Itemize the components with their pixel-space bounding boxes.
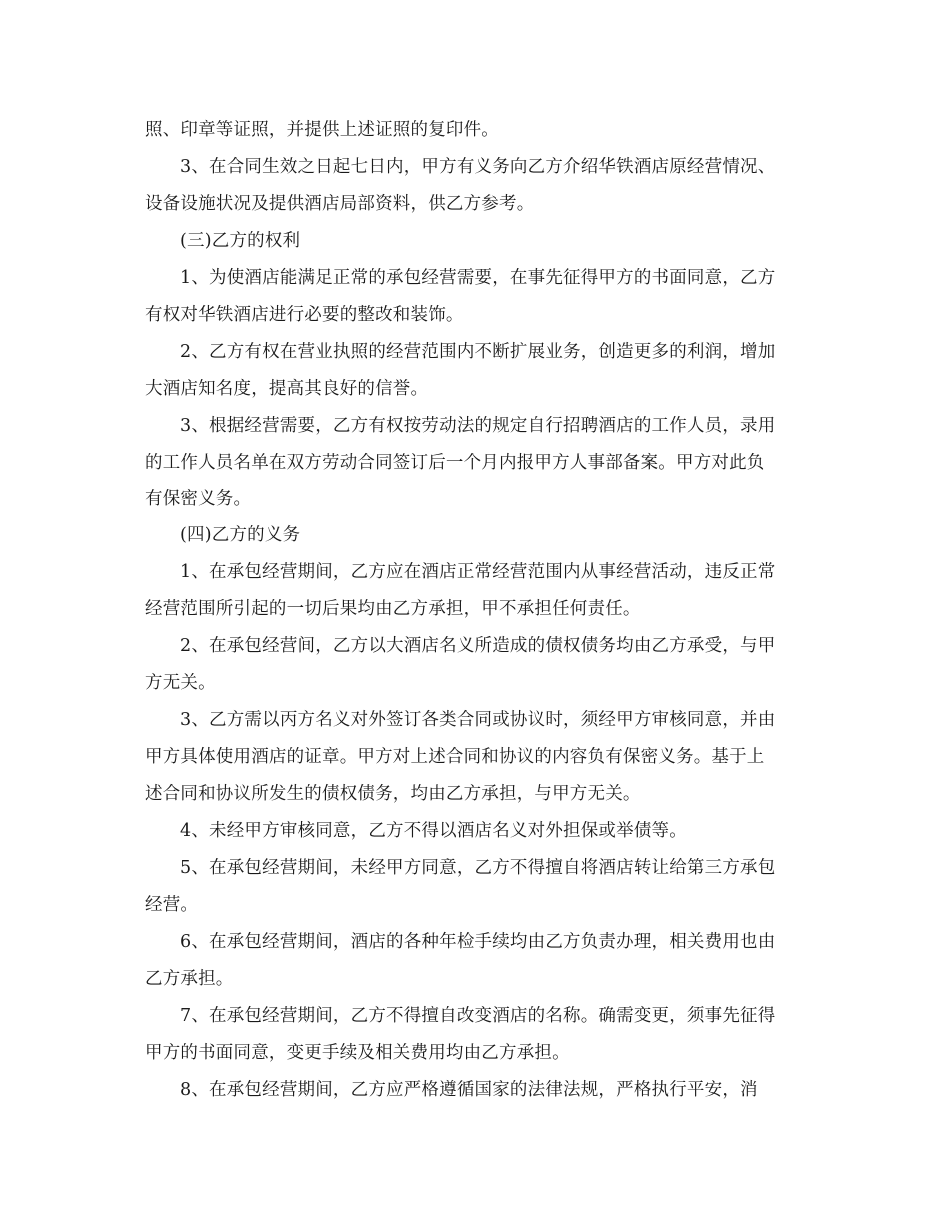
text-line: 3、在合同生效之日起七日内，甲方有义务向乙方介绍华铁酒店原经营情况、 (180, 157, 776, 177)
text-line: 6、在承包经营期间，酒店的各种年检手续均由乙方负责办理，相关费用也由 (180, 932, 776, 952)
text-line: 乙方承担。 (145, 969, 234, 989)
text-line: 的工作人员名单在双方劳动合同签订后一个月内报甲方人事部备案。甲方对此负 (145, 453, 765, 473)
section-heading: (三)乙方的权利 (180, 231, 301, 251)
text-line: 2、乙方有权在营业执照的经营范围内不断扩展业务，创造更多的利润，增加 (180, 342, 776, 362)
section-heading: (四)乙方的义务 (180, 525, 301, 545)
text-line: 4、未经甲方审核同意，乙方不得以酒店名义对外担保或举债等。 (180, 821, 687, 841)
text-line: 1、在承包经营期间，乙方应在酒店正常经营范围内从事经营活动，违反正常 (180, 562, 776, 582)
text-line: 7、在承包经营期间，乙方不得擅自改变酒店的名称。确需变更，须事先征得 (180, 1006, 776, 1026)
text-line: 方无关。 (145, 673, 216, 693)
text-line: 5、在承包经营期间，未经甲方同意，乙方不得擅自将酒店转让给第三方承包 (180, 858, 776, 878)
text-line: 2、在承包经营间，乙方以大酒店名义所造成的债权债务均由乙方承受，与甲 (180, 636, 776, 656)
text-line: 有保密义务。 (145, 489, 252, 509)
text-line: 甲方具体使用酒店的证章。甲方对上述合同和协议的内容负有保密义务。基于上 (145, 747, 765, 767)
text-line: 经营范围所引起的一切后果均由乙方承担，甲不承担任何责任。 (145, 599, 641, 619)
text-line: 有权对华铁酒店进行必要的整改和装饰。 (145, 305, 464, 325)
text-line: 设备设施状况及提供酒店局部资料，供乙方参考。 (145, 194, 535, 214)
text-line: 1、为使酒店能满足正常的承包经营需要，在事先征得甲方的书面同意，乙方 (180, 268, 776, 288)
text-line: 3、根据经营需要，乙方有权按劳动法的规定自行招聘酒店的工作人员，录用 (180, 416, 776, 436)
text-line: 甲方的书面同意，变更手续及相关费用均由乙方承担。 (145, 1043, 570, 1063)
text-line: 3、乙方需以丙方名义对外签订各类合同或协议时，须经甲方审核同意，并由 (180, 710, 776, 730)
text-line: 大酒店知名度，提高其良好的信誉。 (145, 379, 429, 399)
text-line: 述合同和协议所发生的债权债务，均由乙方承担，与甲方无关。 (145, 784, 641, 804)
text-line: 8、在承包经营期间，乙方应严格遵循国家的法律法规，严格执行平安，消 (180, 1080, 758, 1100)
text-line: 经营。 (145, 895, 199, 915)
text-line: 照、印章等证照，并提供上述证照的复印件。 (145, 120, 499, 140)
